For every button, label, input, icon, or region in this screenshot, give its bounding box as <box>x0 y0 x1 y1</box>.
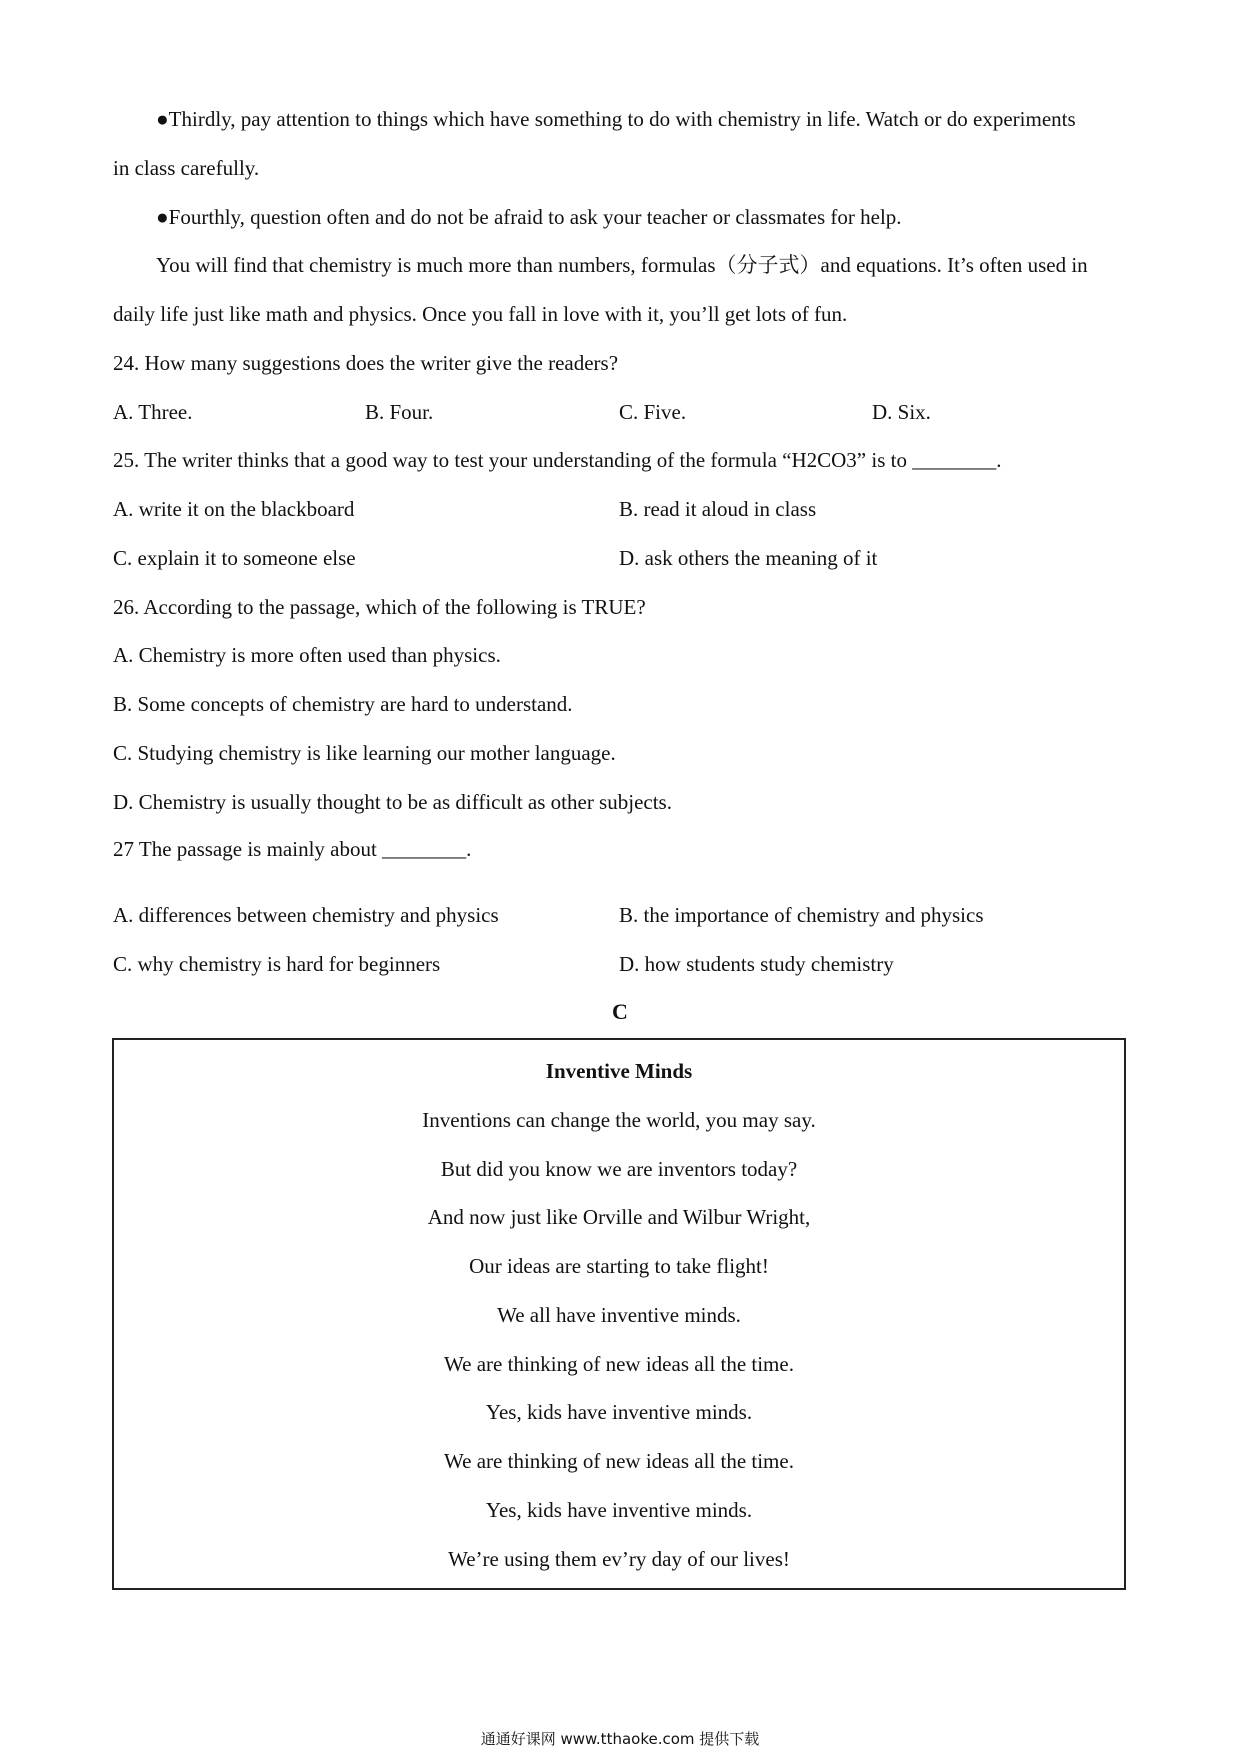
poem-line: And now just like Orville and Wilbur Wright, <box>427 1205 811 1229</box>
question-27-option-b: B. the importance of chemistry and physics <box>619 903 984 927</box>
question-26-stem: 26. According to the passage, which of the following is TRUE? <box>113 595 646 619</box>
question-24-option-d: D. Six. <box>872 400 931 424</box>
passage-paragraph-fourthly: ●Fourthly, question often and do not be afraid to ask your teacher or classmates for help. <box>156 205 902 229</box>
question-24-option-a: A. Three. <box>113 400 193 424</box>
passage-paragraph-thirdly-cont: in class carefully. <box>113 156 260 180</box>
poem-line: We all have inventive minds. <box>497 1303 741 1327</box>
poem-box <box>112 1038 1126 1590</box>
question-24-option-c: C. Five. <box>619 400 687 424</box>
passage-paragraph-conclusion-cont: daily life just like math and physics. Once you fall in love with it, you’ll get lots of fun. <box>113 302 848 326</box>
question-26-option-a: A. Chemistry is more often used than physics. <box>113 643 501 667</box>
question-25-option-d: D. ask others the meaning of it <box>619 546 878 570</box>
poem-line: Our ideas are starting to take flight! <box>469 1254 769 1278</box>
poem-line: We’re using them ev’ry day of our lives! <box>448 1547 790 1571</box>
poem-line: We are thinking of new ideas all the time. <box>444 1352 794 1376</box>
question-25-option-a: A. write it on the blackboard <box>113 497 355 521</box>
footer-source: 通通好课网 www.tthaoke.com 提供下载 <box>480 1730 760 1748</box>
question-26-option-c: C. Studying chemistry is like learning our mother language. <box>113 741 616 765</box>
question-27-option-a: A. differences between chemistry and physics <box>113 903 499 927</box>
question-25-stem: 25. The writer thinks that a good way to test your understanding of the formula “H2CO3” is to ________. <box>113 448 1002 472</box>
question-27-stem: 27 The passage is mainly about ________. <box>113 837 472 861</box>
question-25-option-b: B. read it aloud in class <box>619 497 817 521</box>
poem-line: Yes, kids have inventive minds. <box>485 1400 753 1424</box>
question-26-option-b: B. Some concepts of chemistry are hard to understand. <box>113 692 573 716</box>
question-24-stem: 24. How many suggestions does the writer give the readers? <box>113 351 619 375</box>
poem-line: But did you know we are inventors today? <box>440 1157 798 1181</box>
poem-line: Yes, kids have inventive minds. <box>485 1498 753 1522</box>
passage-paragraph-thirdly: ●Thirdly, pay attention to things which have something to do with chemistry in life. Watch or do experiments <box>156 107 1076 131</box>
question-27-option-c: C. why chemistry is hard for beginners <box>113 952 441 976</box>
question-26-option-d: D. Chemistry is usually thought to be as difficult as other subjects. <box>113 790 672 814</box>
section-c-heading: C <box>612 999 628 1024</box>
question-27-option-d: D. how students study chemistry <box>619 952 894 976</box>
question-24-option-b: B. Four. <box>365 400 434 424</box>
poem-line: We are thinking of new ideas all the time. <box>444 1449 794 1473</box>
poem-line: Inventions can change the world, you may say. <box>422 1108 816 1132</box>
poem-title: Inventive Minds <box>545 1059 693 1083</box>
passage-paragraph-conclusion: You will find that chemistry is much more than numbers, formulas（分子式）and equations. It’s often used in <box>156 253 1088 277</box>
question-25-option-c: C. explain it to someone else <box>113 546 356 570</box>
